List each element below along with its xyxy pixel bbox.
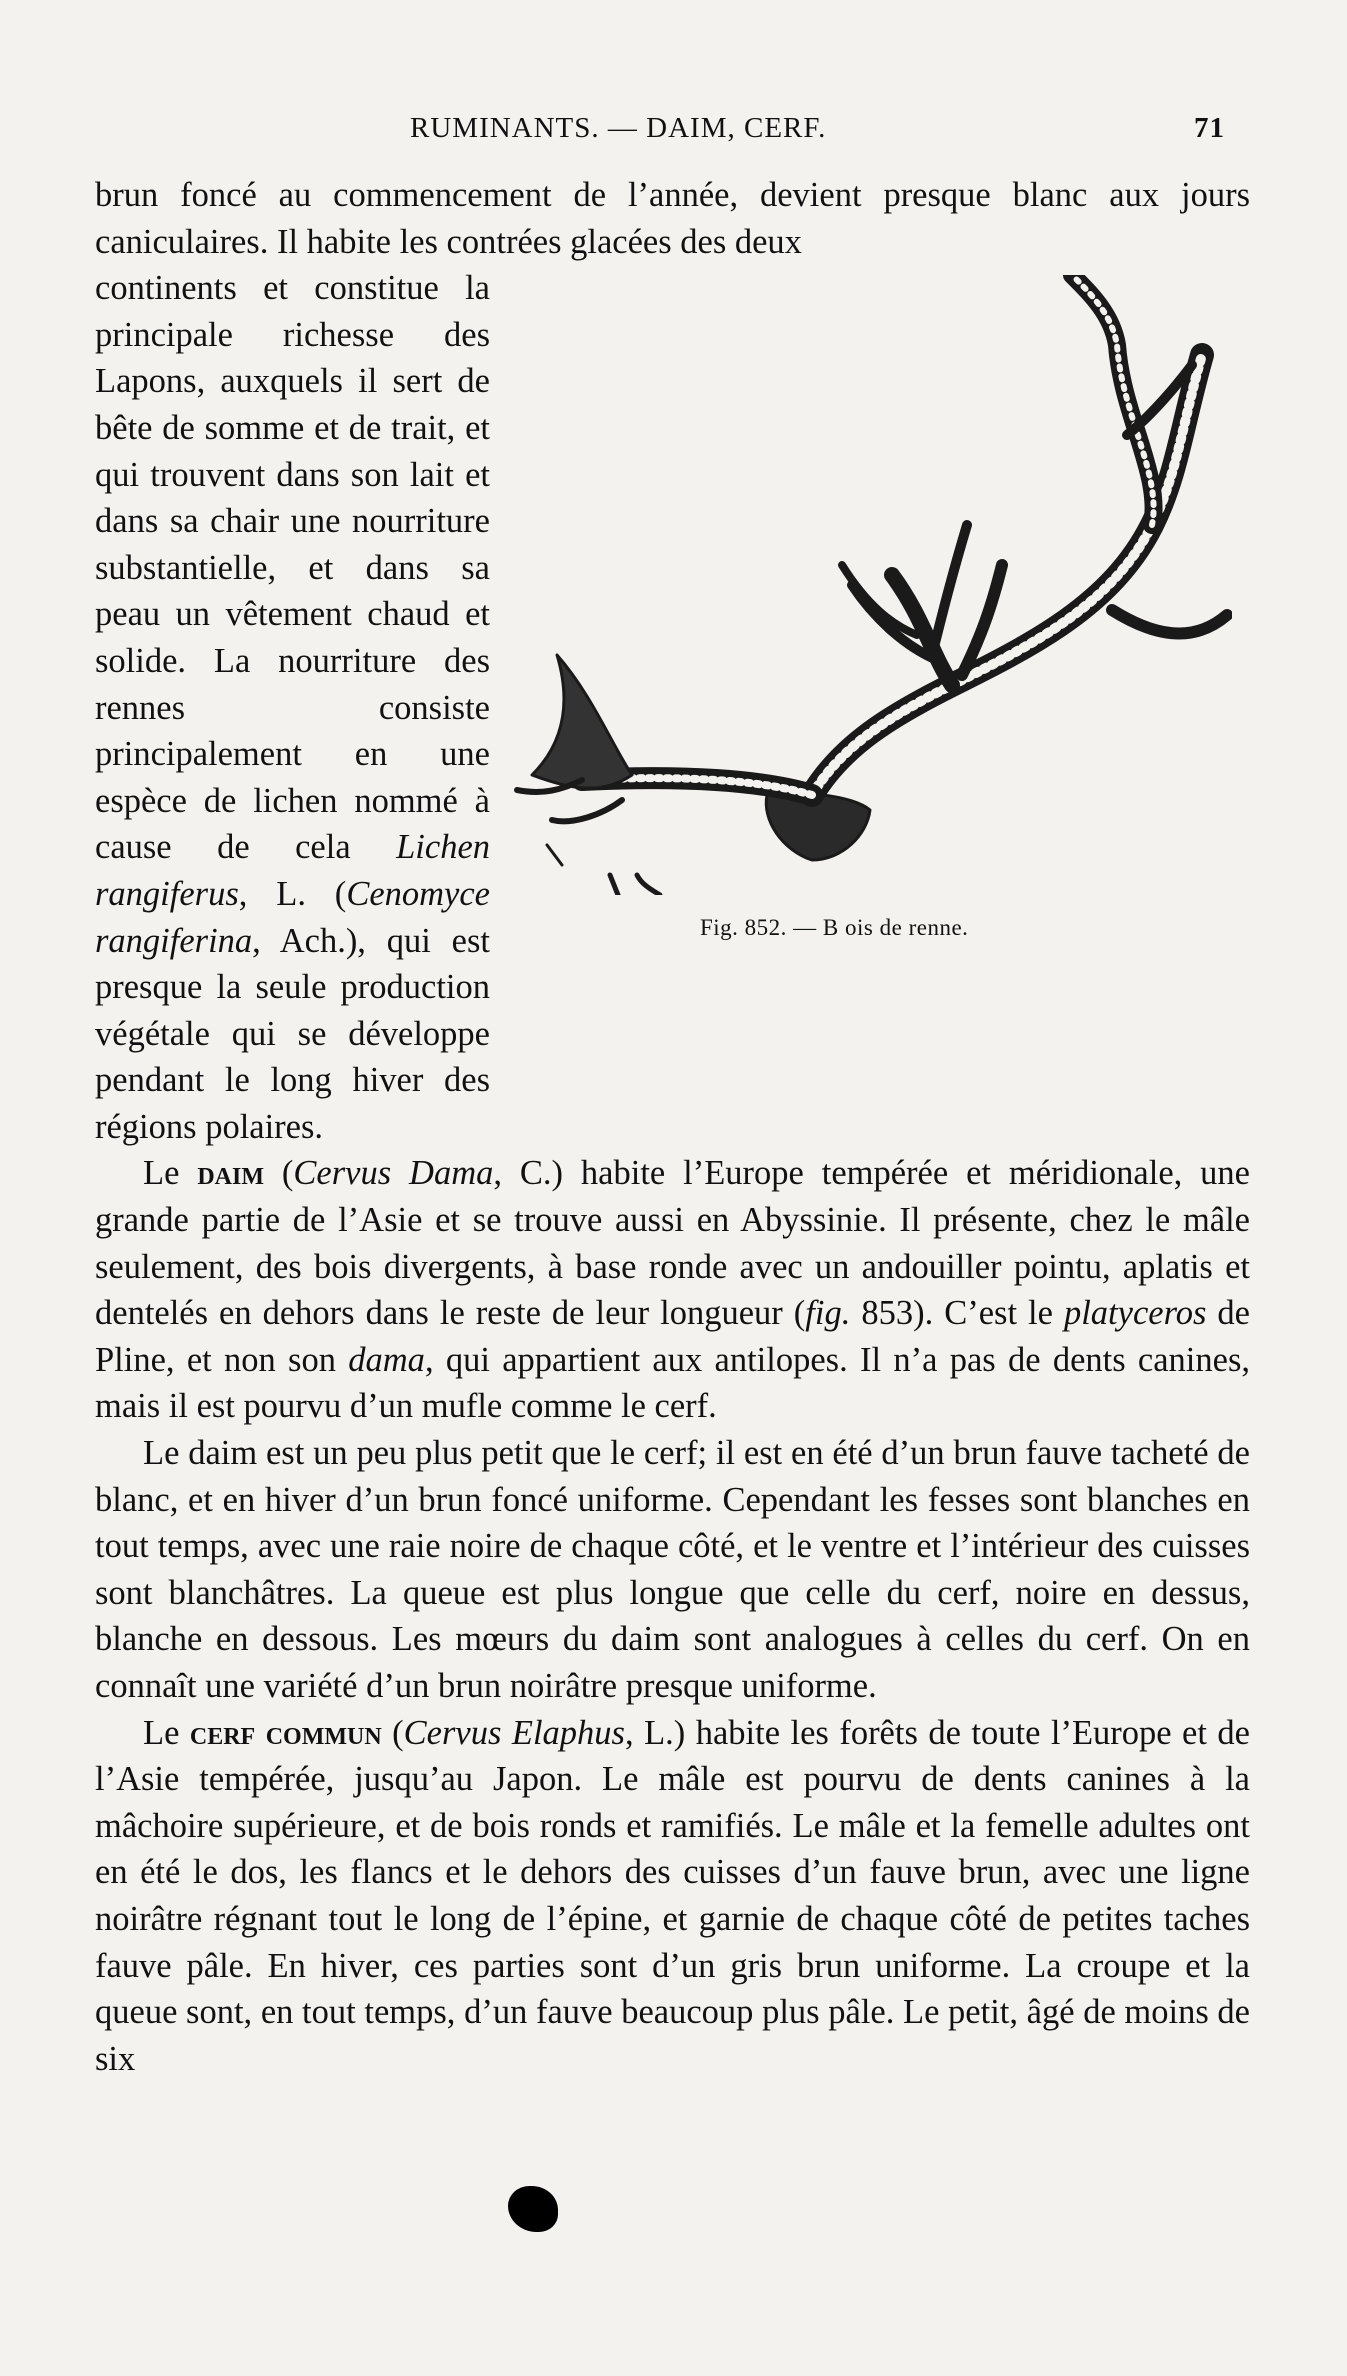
daim-body2: 853). C’est le	[850, 1294, 1064, 1333]
cerf-body: , L.) habite les forêts de toute l’Europe et de l’Asie tempérée, jusqu’au Japon. Le mâle est pourvu de dents canines à la mâchoire supérieure, et de bois ronds et ramifiés. Le mâle et la femelle adultes ont en été le dos, les flancs et le dehors des cuisses d’un fauve brun, avec une ligne noirâtre régnant tout le long de l’épine, et garnie de chaque côté de petites taches fauve pâle. En hiver, ces parties sont d’un gris brun uniforme. La croupe et la queue sont, en tout temps, d’un fauve beaucoup plus pâle. Le petit, âgé de moins de six	[95, 1713, 1250, 2078]
daim-dama: dama	[348, 1340, 425, 1379]
paragraph-top: brun foncé au commencement de l’année, devient presque blanc aux jours caniculaires. Il habite les contrées glacées des deux	[95, 176, 1250, 261]
lichen-name: Lichen rangiferus	[95, 828, 491, 913]
wrapped-column	[95, 265, 490, 1150]
page-header	[95, 112, 1225, 152]
mid-text: , L. (	[238, 874, 347, 913]
cerf-le: Le	[143, 1713, 190, 1752]
daim-fig: fig.	[805, 1294, 851, 1333]
ink-blot	[508, 2186, 558, 2232]
figure-caption: Fig. 852. — B ois de renne.	[700, 915, 969, 940]
daim-species: Cervus Dama	[293, 1154, 494, 1193]
page-number: 71	[1194, 112, 1225, 144]
running-title: RUMINANTS. — DAIM, CERF.	[410, 112, 827, 144]
daim-paren: (	[263, 1154, 294, 1193]
cenomyce-name: Cenomyce rangiferina	[95, 874, 490, 960]
end-text: , Ach.), qui est presque la seule production végétale qui se développe pendant le long hiver des régions polaires.	[95, 921, 490, 1146]
daim-body4: , qui appartient aux antilopes. Il n’a pas de dents canines, mais il est pourvu d’un mufle comme le cerf.	[95, 1340, 1250, 1426]
daim-le: Le	[143, 1154, 198, 1193]
daim-platyceros: platyceros	[1063, 1294, 1207, 1333]
daim-body1: , C.) habite l’Europe tempérée et méridionale, une grande partie de l’Asie et se trouve aussi en Abyssinie. Il présente, chez le mâle seulement, des bois divergents, à base ronde avec un andouiller pointu, aplatis et dentelés en dehors dans le reste de leur longueur (	[95, 1154, 1250, 1333]
wrap-text: continents et constitue la principale richesse des Lapons, auxquels il sert de bête de somme et de trait, et qui trouvent dans son lait et dans sa chair une nourriture substantielle, et dans sa peau un vêtement chaud et solide. La nourriture des rennes consiste principalement en une espèce de lichen nommé à cause de cela	[95, 269, 490, 867]
daim-body3: de Pline, et non son	[95, 1294, 1250, 1379]
paragraph-daim-description: Le daim est un peu plus petit que le cerf; il est en été d’un brun fauve tacheté de blanc, et en hiver d’un brun foncé uniforme. Cependant les fesses sont blanches en tout temps, avec une raie noire de chaque côté, et le ventre et l’intérieur des cuisses sont blanchâtres. La queue est plus longue que celle du cerf, noire en dessus, blanche en dessous. Les mœurs du daim sont analogues à celles du cerf. On en connaît une variété d’un brun noirâtre presque uniforme.	[95, 1434, 1250, 1705]
paragraph-wrap	[95, 265, 490, 1150]
daim-term: daim	[197, 1154, 264, 1193]
cerf-paren: (	[381, 1713, 404, 1752]
paragraph-cerf	[95, 1710, 1250, 2083]
body-text	[95, 172, 1250, 2082]
cerf-term: cerf commun	[189, 1713, 382, 1752]
cerf-species: Cervus Elaphus	[403, 1713, 625, 1752]
paragraph-daim	[95, 1150, 1250, 1430]
